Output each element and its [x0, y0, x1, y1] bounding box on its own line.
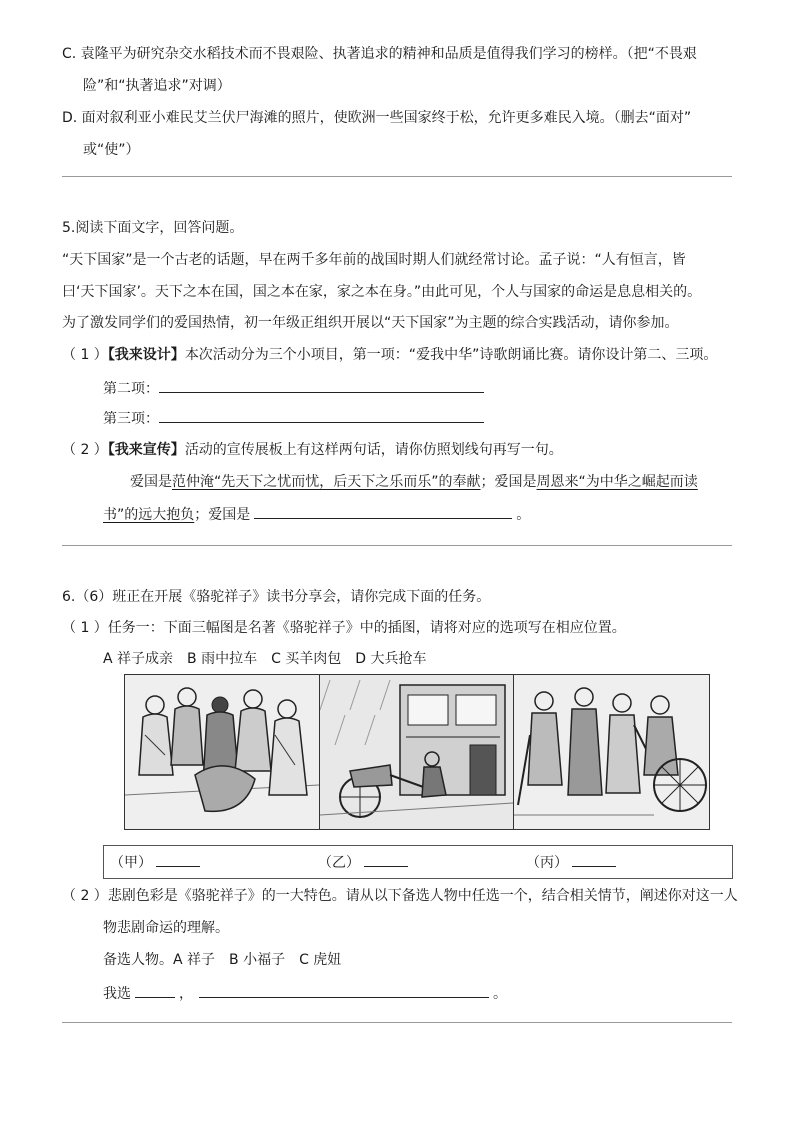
q6-sub2-text-1: 悲剧色彩是《骆驼祥子》的一大特色。请从以下备选人物中任选一个，结合相关情节，阐述你对这一人: [107, 888, 738, 904]
q5-quote-end-period: 。: [516, 507, 531, 523]
q5-quote-underlined-2a: 周恩来“为中华之崛起而读: [536, 474, 698, 490]
q5-quote-line1: [130, 472, 698, 492]
divider-1: [62, 176, 732, 177]
q5-sub2-text: 活动的宣传展板上有这样两句话，请你仿照划线句再写一句。: [184, 442, 563, 458]
q5-passage-line3: 为了激发同学们的爱国热情，初一年级正组织开展以“天下国家”为主题的综合实践活动，请你参加。: [62, 315, 679, 331]
q5-quote-prefix: 爱国是: [130, 474, 172, 490]
q5-item2-label: 第二项：: [103, 381, 159, 397]
answer-blank-yi[interactable]: [364, 852, 408, 867]
q5-sub2-tag: 【我来宣传】: [107, 442, 185, 458]
label-bing-text: （丙）: [526, 855, 568, 871]
q6-sub2-line1: [62, 886, 738, 906]
q6-sub2-line2: 物悲剧命运的理解。: [103, 920, 229, 936]
q6-choose-reason-blank[interactable]: [199, 983, 489, 998]
q5-sub2-number: （ 2 ）: [62, 442, 108, 458]
option-d-line2: 或“使”）: [83, 142, 140, 158]
q6-choose-character-blank[interactable]: [135, 983, 175, 998]
option-c-line1: C. 袁隆平为研究杂交水稻技术而不畏艰险、执著追求的精神和品质是值得我们学习的榜样。（把“不畏艰: [62, 46, 697, 62]
q6-options: A 祥子成亲 B 雨中拉车 C 买羊肉包 D 大兵抢车: [103, 651, 427, 667]
q5-sub1-text: 本次活动分为三个小项目，第一项：“爱我中华”诗歌朗诵比赛。请你设计第二、三项。: [184, 347, 718, 363]
label-yi-text: （乙）: [318, 855, 360, 871]
q6-choose-period: 。: [493, 986, 507, 1002]
q5-quote-end-prefix: ；爱国是: [194, 507, 251, 523]
option-c-line2: 险”和“执著追求”对调）: [83, 78, 231, 94]
q5-quote-answer-blank[interactable]: [254, 504, 512, 519]
q5-item3-label: 第三项：: [103, 411, 159, 427]
illustration-answer-box: [103, 845, 733, 879]
q6-choose-comma: ，: [179, 986, 193, 1002]
illustration-yi: [319, 674, 514, 830]
divider-3: [62, 1022, 732, 1023]
answer-blank-bing[interactable]: [572, 852, 616, 867]
answer-blank-jia[interactable]: [156, 852, 200, 867]
q5-item3-answer-blank[interactable]: [159, 408, 484, 423]
q5-passage-line2: 曰‘天下国家’。天下之本在国，国之本在家，家之本在身。”由此可见，个人与国家的命运是息息相关的。: [62, 284, 702, 300]
soldiers-seize-rickshaw-drawing: [514, 675, 709, 829]
label-bing: [526, 852, 616, 873]
label-jia-text: （甲）: [110, 855, 152, 871]
q5-sub1-number: （ 1 ）: [62, 347, 108, 363]
q6-candidates: 备选人物。A 祥子 B 小福子 C 虎妞: [103, 952, 342, 968]
q6-sub1-text: 任务一：下面三幅图是名著《骆驼祥子》中的插图，请将对应的选项写在相应位置。: [107, 620, 626, 636]
illustration-bing: [513, 674, 710, 830]
q5-quote-underlined-1: 范仲淹“先天下之忧而忧，后天下之乐而乐”的奉献: [172, 474, 481, 490]
q5-quote-line2: [103, 504, 530, 525]
q6-title: 6.（6）班正在开展《骆驼祥子》读书分享会，请你完成下面的任务。: [62, 589, 491, 605]
q5-item2: [103, 378, 484, 399]
q6-choose-prefix: 我选: [103, 986, 131, 1002]
q5-passage-line1: “天下国家”是一个古老的话题，早在两千多年前的战国时期人们就经常讨论。孟子说：“人有恒言，皆: [62, 252, 686, 268]
q5-sub1-tag: 【我来设计】: [107, 347, 185, 363]
q5-sub2: [62, 440, 563, 460]
rain-rickshaw-drawing: [320, 675, 513, 829]
q6-sub2-number: （ 2 ）: [62, 888, 108, 904]
q5-quote-underlined-2b: 书”的远大抱负: [103, 507, 195, 523]
divider-2: [62, 545, 732, 546]
q5-title: 5.阅读下面文字，回答问题。: [62, 220, 244, 236]
option-d-line1: D. 面对叙利亚小难民艾兰伏尸海滩的照片，使欧洲一些国家终于松，允许更多难民入境。（删去“面对”: [62, 110, 692, 126]
q6-choose: [103, 983, 507, 1004]
illustration-jia: [124, 674, 320, 830]
q5-item3: [103, 408, 484, 429]
label-jia: [110, 852, 200, 873]
label-yi: [318, 852, 408, 873]
wedding-scene-drawing: [125, 675, 319, 829]
q6-sub1-number: （ 1 ）: [62, 620, 108, 636]
q6-sub1: [62, 618, 626, 638]
q5-quote-mid: ；爱国是: [480, 474, 537, 490]
q5-sub1: [62, 345, 717, 365]
q5-item2-answer-blank[interactable]: [159, 378, 484, 393]
